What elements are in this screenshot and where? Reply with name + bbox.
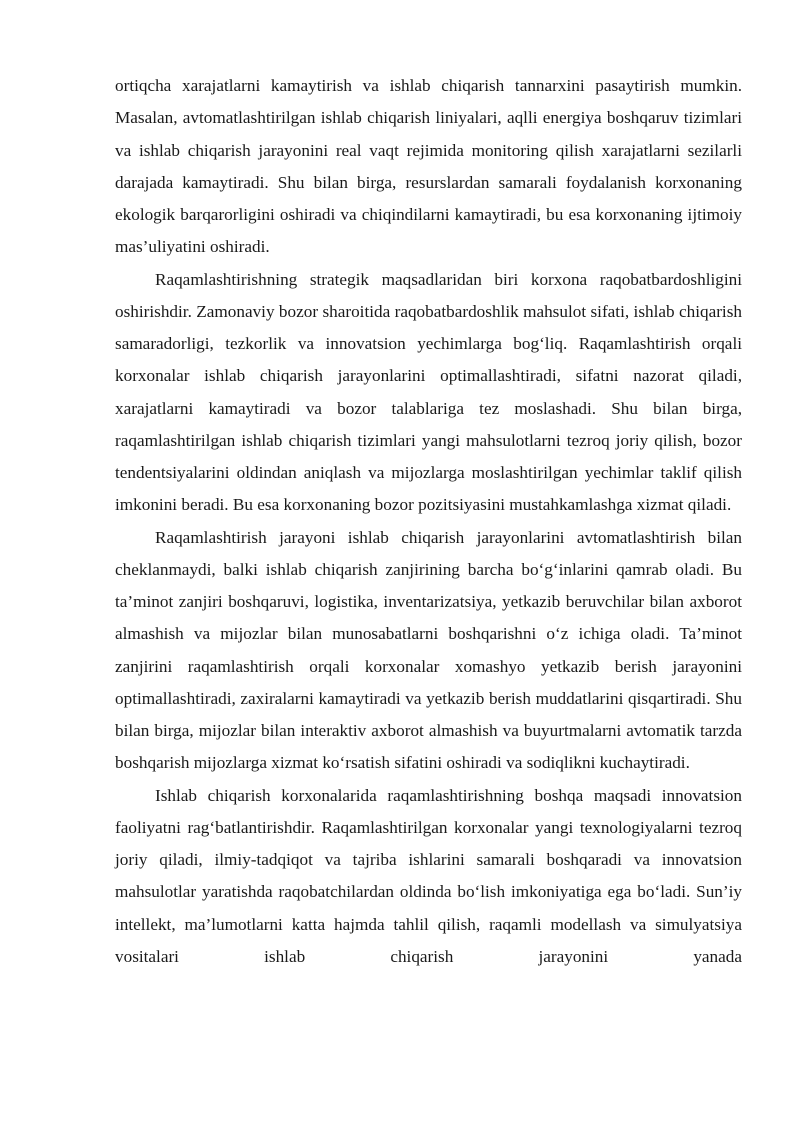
- paragraph-continuation: ortiqcha xarajatlarni kamaytirish va ishlab chiqarish tannarxini pasaytirish mumkin. Masalan, avtomatlashtirilgan ishlab chiqarish liniyalari, aqlli energiya boshqaruv tizimlari va ishlab chiqarish jarayonini real vaqt rejimida monitoring qilish xarajatlarni sezilarli darajada kamaytiradi. Shu bilan birga, resurslardan samarali foydalanish korxonaning ekologik barqarorligini oshiradi va chiqindilarni kamaytiradi, bu esa korxonaning ijtimoiy mas’uliyatini oshiradi.: [115, 76, 742, 257]
- document-body: [115, 70, 742, 973]
- paragraph-innovation: Ishlab chiqarish korxonalarida raqamlashtirishning boshqa maqsadi innovatsion faoliyatni rag‘batlantirishdir. Raqamlashtirilgan korxonalar yangi texnologiyalarni tezroq joriy qiladi, ilmiy-tadqiqot va tajriba ishlarini samarali boshqaradi va innovatsion mahsulotlar yaratishda raqobatchilardan oldinda bo‘lish imkoniyatiga ega bo‘ladi. Sun’iy intellekt, ma’lumotlarni katta hajmda tahlil qilish, raqamli modellash va simulyatsiya vositalari ishlab chiqarish jarayonini yanada: [115, 785, 742, 966]
- paragraph-supply-chain: Raqamlashtirish jarayoni ishlab chiqarish jarayonlarini avtomatlashtirish bilan cheklanmaydi, balki ishlab chiqarish zanjirining barcha bo‘g‘inlarini qamrab oladi. Bu ta’minot zanjiri boshqaruvi, logistika, inventarizatsiya, yetkazib beruvchilar bilan axborot almashish va mijozlar bilan munosabatlarni boshqarishni o‘z ichiga oladi. Ta’minot zanjirini raqamlashtirish orqali korxonalar xomashyo yetkazib berish jarayonini optimallashtiradi, zaxiralarni kamaytiradi va yetkazib berish muddatlarini qisqartiradi. Shu bilan birga, mijozlar bilan interaktiv axborot almashish va buyurtmalarni avtomatik tarzda boshqarish mijozlarga xizmat ko‘rsatish sifatini oshiradi va sodiqlikni kuchaytiradi.: [115, 527, 742, 773]
- paragraph-competitiveness: Raqamlashtirishning strategik maqsadlaridan biri korxona raqobatbardoshligini oshirishdir. Zamonaviy bozor sharoitida raqobatbardoshlik mahsulot sifati, ishlab chiqarish samaradorligi, tezkorlik va innovatsion yechimlarga bog‘liq. Raqamlashtirish orqali korxonalar ishlab chiqarish jarayonlarini optimallashtiradi, sifatni nazorat qiladi, xarajatlarni kamaytiradi va bozor talablariga tez moslashadi. Shu bilan birga, raqamlashtirilgan ishlab chiqarish tizimlari yangi mahsulotlarni tezroq joriy qilish, bozor tendentsiyalarini oldindan aniqlash va mijozlarga moslashtirilgan yechimlar taklif qilish imkonini beradi. Bu esa korxonaning bozor pozitsiyasini mustahkamlashga xizmat qiladi.: [115, 269, 742, 515]
